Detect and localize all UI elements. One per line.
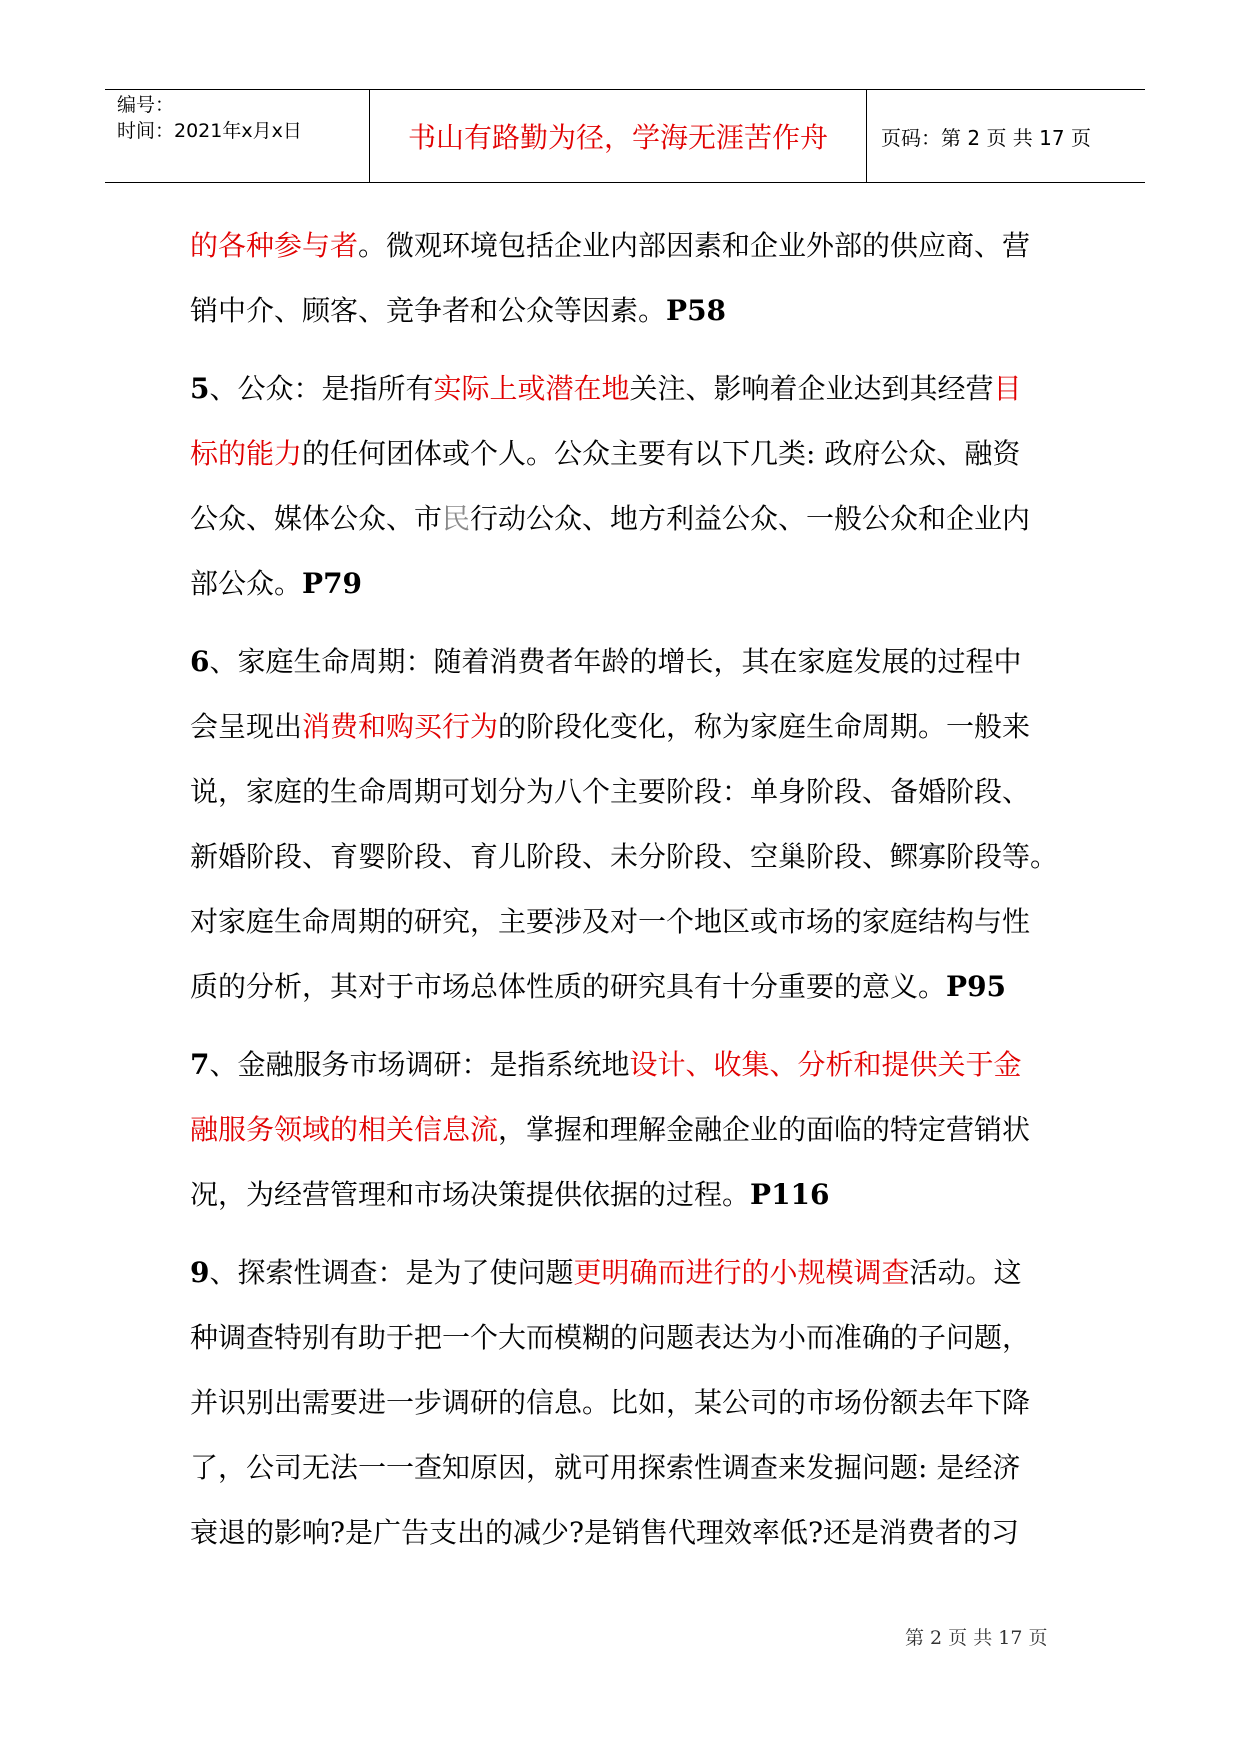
paragraph xyxy=(190,1032,1065,1227)
number-label: 编号： xyxy=(117,94,175,116)
text-line xyxy=(190,629,1065,694)
text-line xyxy=(190,278,1065,343)
text-segment: ，掌握和理解金融企业的面临的特定营销状 xyxy=(498,1113,1031,1146)
text-segment: 的阶段化变化，称为家庭生命周期。一般来 xyxy=(498,710,1031,743)
gray-text: 民 xyxy=(442,502,471,535)
header-meta-cell xyxy=(105,90,370,182)
bold-text: 7 xyxy=(190,1048,210,1081)
text-segment: 种调查特别有助于把一个大而模糊的问题表达为小而准确的子问题， xyxy=(190,1321,1031,1354)
text-segment: 、金融服务市场调研：是指系统地 xyxy=(209,1048,630,1081)
highlighted-text: 实际上或潜在地 xyxy=(433,372,630,405)
document-body xyxy=(190,213,1065,1565)
text-segment: 行动公众、地方利益公众、一般公众和企业内 xyxy=(470,502,1031,535)
bold-text: 6 xyxy=(190,645,210,678)
header-motto-cell xyxy=(370,90,867,182)
text-segment: 衰退的影响?是广告支出的减少?是销售代理效率低?还是消费者的习 xyxy=(190,1516,1020,1549)
header-motto: 书山有路勤为径，学海无涯苦作舟 xyxy=(407,121,828,154)
text-line xyxy=(190,1370,1065,1435)
text-segment: 销中介、顾客、竞争者和公众等因素。 xyxy=(190,294,667,327)
text-line xyxy=(190,694,1065,759)
text-segment: 、探索性调查：是为了使问题 xyxy=(209,1256,574,1289)
highlighted-text: 目 xyxy=(993,372,1022,405)
text-segment: 会呈现出 xyxy=(190,710,303,743)
paragraph-gap xyxy=(190,1019,1065,1032)
highlighted-text: 设计、收集、分析和提供关于金 xyxy=(629,1048,1022,1081)
paragraph-gap xyxy=(190,616,1065,629)
bold-text: P58 xyxy=(666,294,727,327)
text-line xyxy=(190,759,1065,824)
highlighted-text: 的各种参与者 xyxy=(190,229,359,262)
paragraph xyxy=(190,213,1065,343)
bold-text: 9 xyxy=(190,1256,210,1289)
text-line xyxy=(190,889,1065,954)
time-label: 时间：2021年x月x日 xyxy=(117,120,302,142)
text-line xyxy=(190,421,1065,486)
paragraph xyxy=(190,356,1065,616)
bold-text: 5 xyxy=(190,372,210,405)
highlighted-text: 更明确而进行的小规模调查 xyxy=(573,1256,910,1289)
text-segment: 况，为经营管理和市场决策提供依据的过程。 xyxy=(190,1178,751,1211)
text-line xyxy=(190,824,1065,889)
text-line xyxy=(190,213,1065,278)
text-segment: 。微观环境包括企业内部因素和企业外部的供应商、营 xyxy=(358,229,1031,262)
page-footer: 第 2 页 共 17 页 xyxy=(905,1627,1048,1649)
text-line xyxy=(190,1435,1065,1500)
text-line xyxy=(190,1162,1065,1227)
text-line xyxy=(190,1097,1065,1162)
text-segment: 部公众。 xyxy=(190,567,303,600)
text-line xyxy=(190,1305,1065,1370)
paragraph xyxy=(190,1240,1065,1565)
highlighted-text: 标的能力 xyxy=(190,437,303,470)
header-page-code: 页码：第 2 页 共 17 页 xyxy=(881,125,1091,150)
paragraph-gap xyxy=(190,1227,1065,1240)
text-segment: 对家庭生命周期的研究，主要涉及对一个地区或市场的家庭结构与性 xyxy=(190,905,1031,938)
text-line xyxy=(190,356,1065,421)
page-header xyxy=(105,89,1145,183)
text-line xyxy=(190,551,1065,616)
paragraph xyxy=(190,629,1065,1019)
text-segment: 、公众：是指所有 xyxy=(209,372,434,405)
text-segment: 说，家庭的生命周期可划分为八个主要阶段：单身阶段、备婚阶段、 xyxy=(190,775,1031,808)
bold-text: P116 xyxy=(750,1178,830,1211)
text-segment: 、家庭生命周期：随着消费者年龄的增长，其在家庭发展的过程中 xyxy=(209,645,1022,678)
text-segment: 活动。这 xyxy=(909,1256,1022,1289)
text-segment: 的任何团体或个人。公众主要有以下几类: 政府公众、融资 xyxy=(302,437,1021,470)
text-segment: 质的分析，其对于市场总体性质的研究具有十分重要的意义。 xyxy=(190,970,947,1003)
text-segment: 了，公司无法一一查知原因，就可用探索性调查来发掘问题: 是经济 xyxy=(190,1451,1021,1484)
text-line xyxy=(190,954,1065,1019)
text-line xyxy=(190,1032,1065,1097)
text-segment: 关注、影响着企业达到其经营 xyxy=(629,372,994,405)
text-segment: 新婚阶段、育婴阶段、育儿阶段、未分阶段、空巢阶段、鳏寡阶段等。 xyxy=(190,840,1059,873)
header-page-cell xyxy=(867,90,1145,182)
paragraph-gap xyxy=(190,343,1065,356)
highlighted-text: 融服务领域的相关信息流 xyxy=(190,1113,499,1146)
text-line xyxy=(190,1500,1065,1565)
text-segment: 并识别出需要进一步调研的信息。比如，某公司的市场份额去年下降 xyxy=(190,1386,1031,1419)
text-line xyxy=(190,486,1065,551)
text-line xyxy=(190,1240,1065,1305)
text-segment: 公众、媒体公众、市 xyxy=(190,502,443,535)
bold-text: P79 xyxy=(302,567,363,600)
bold-text: P95 xyxy=(946,970,1007,1003)
highlighted-text: 消费和购买行为 xyxy=(302,710,499,743)
